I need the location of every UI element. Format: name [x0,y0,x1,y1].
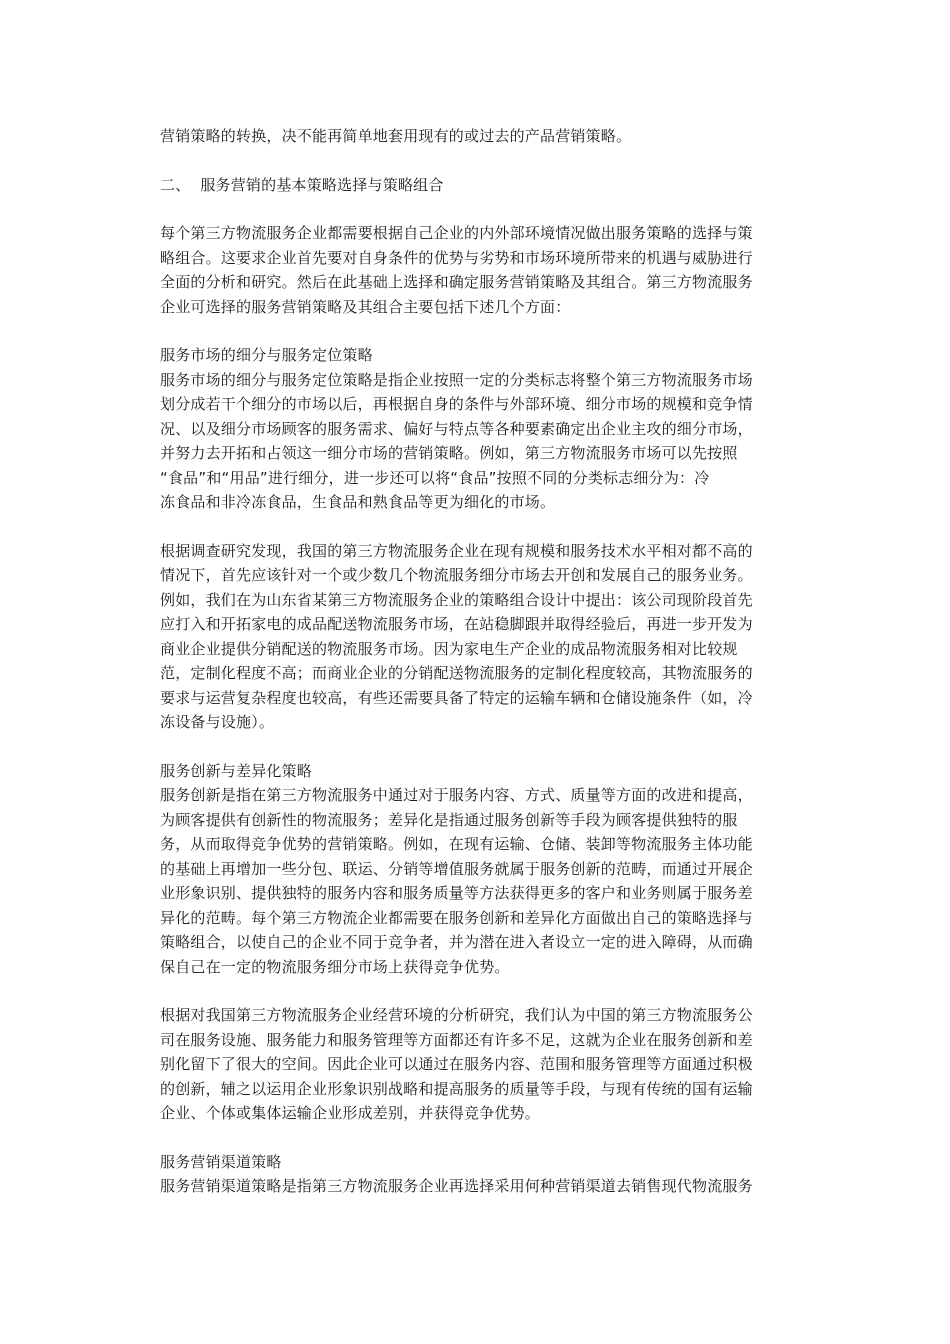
text-line: 企业、个体或集体运输企业形成差别，并获得竞争优势。 [160,1104,541,1122]
text-line: 范，定制化程度不高；而商业企业的分销配送物流服务的定制化程度较高，其物流服务的 [160,664,753,682]
text-line: 商业企业提供分销配送的物流服务市场。因为家电生产企业的成品物流服务相对比较规 [160,639,738,658]
text-line: 划分成若干个细分的市场以后，再根据自身的条件与外部环境、细分市场的规模和竞争情 [160,395,753,413]
text-line: 别化留下了很大的空间。因此企业可以通过在服务内容、范围和服务管理等方面通过积极 [160,1055,753,1073]
paragraph-intro [160,221,790,319]
paragraph [160,1174,790,1199]
text-line: 企业可选择的服务营销策略及其组合主要包括下述几个方面： [160,297,571,316]
paragraph [160,368,790,515]
paragraph [160,783,790,979]
subsection-title: 服务市场的细分与服务定位策略 [160,346,373,364]
text-line: 务，从而取得竞争优势的营销策略。例如，在现有运输、仓储、装卸等物流服务主体功能 [160,835,753,853]
document-page [160,124,790,1199]
subsection-title: 服务营销渠道策略 [160,1152,282,1171]
text-line: 服务创新是指在第三方物流服务中通过对于服务内容、方式、质量等方面的改进和提高， [160,786,753,804]
text-line: 每个第三方物流服务企业都需要根据自己企业的内外部环境情况做出服务策略的选择与策 [160,224,753,242]
text-line: 应打入和开拓家电的成品配送物流服务市场，在站稳脚跟并取得经验后，再进一步开发为 [160,615,753,633]
text-line: 保自己在一定的物流服务细分市场上获得竞争优势。 [160,957,510,976]
text-line: 情况下，首先应该针对一个或少数几个物流服务细分市场去开创和发展自己的服务业务。 [160,566,753,584]
text-line: 略组合。这要求企业首先要对自身条件的优势与劣势和市场环境所带来的机遇与威胁进行 [160,248,753,267]
text-line: 的基础上再增加一些分包、联运、分销等增值服务就属于服务创新的范畴，而通过开展企 [160,859,753,878]
text-line: 司在服务设施、服务能力和服务管理等方面都还有许多不足，这就为企业在服务创新和差 [160,1030,753,1049]
text-line: 服务市场的细分与服务定位策略是指企业按照一定的分类标志将整个第三方物流服务市场 [160,370,753,389]
text-line: 异化的范畴。每个第三方物流企业都需要在服务创新和差异化方面做出自己的策略选择与 [160,908,753,927]
paragraph [160,539,790,735]
section-heading: 二、 服务营销的基本策略选择与策略组合 [160,175,444,194]
text-line: 根据对我国第三方物流服务企业经营环境的分析研究，我们认为中国的第三方物流服务公 [160,1006,753,1024]
text-line: 例如，我们在为山东省某第三方物流服务企业的策略组合设计中提出：该公司现阶段首先 [160,590,753,609]
text-line: 要求与运营复杂程度也较高，有些还需要具备了特定的运输车辆和仓储设施条件（如，冷 [160,688,753,707]
text-line: 营销策略的转换，决不能再简单地套用现有的或过去的产品营销策略。 [160,127,632,145]
text-line: 冻食品和非冷冻食品，生食品和熟食品等更为细化的市场。 [160,493,556,511]
intro-paragraph [160,124,790,149]
text-line: 冻设备与设施）。 [160,713,275,731]
text-line: “食品”和“用品”进行细分，进一步还可以将“食品”按照不同的分类标志细分为：冷 [160,468,710,487]
text-line: 况、以及细分市场顾客的服务需求、偏好与特点等各种要素确定出企业主攻的细分市场， [160,419,753,438]
text-line: 业形象识别、提供独特的服务内容和服务质量等方法获得更多的客户和业务则属于服务差 [160,884,753,902]
text-line: 的创新，辅之以运用企业形象识别战略和提高服务的质量等手段，与现有传统的国有运输 [160,1079,753,1098]
text-line: 全面的分析和研究。然后在此基础上选择和确定服务营销策略及其组合。第三方物流服务 [160,273,753,291]
text-line: 服务营销渠道策略是指第三方物流服务企业再选择采用何种营销渠道去销售现代物流服务 [160,1177,753,1195]
paragraph [160,1003,790,1126]
text-line: 并努力去开拓和占领这一细分市场的营销策略。例如，第三方物流服务市场可以先按照 [160,444,738,462]
subsection-title: 服务创新与差异化策略 [160,761,313,780]
text-line: 策略组合，以使自己的企业不同于竞争者，并为潜在进入者设立一定的进入障碍，从而确 [160,933,753,951]
text-line: 根据调查研究发现，我国的第三方物流服务企业在现有规模和服务技术水平相对都不高的 [160,541,753,560]
text-line: 为顾客提供有创新性的物流服务；差异化是指通过服务创新等手段为顾客提供独特的服 [160,810,738,829]
